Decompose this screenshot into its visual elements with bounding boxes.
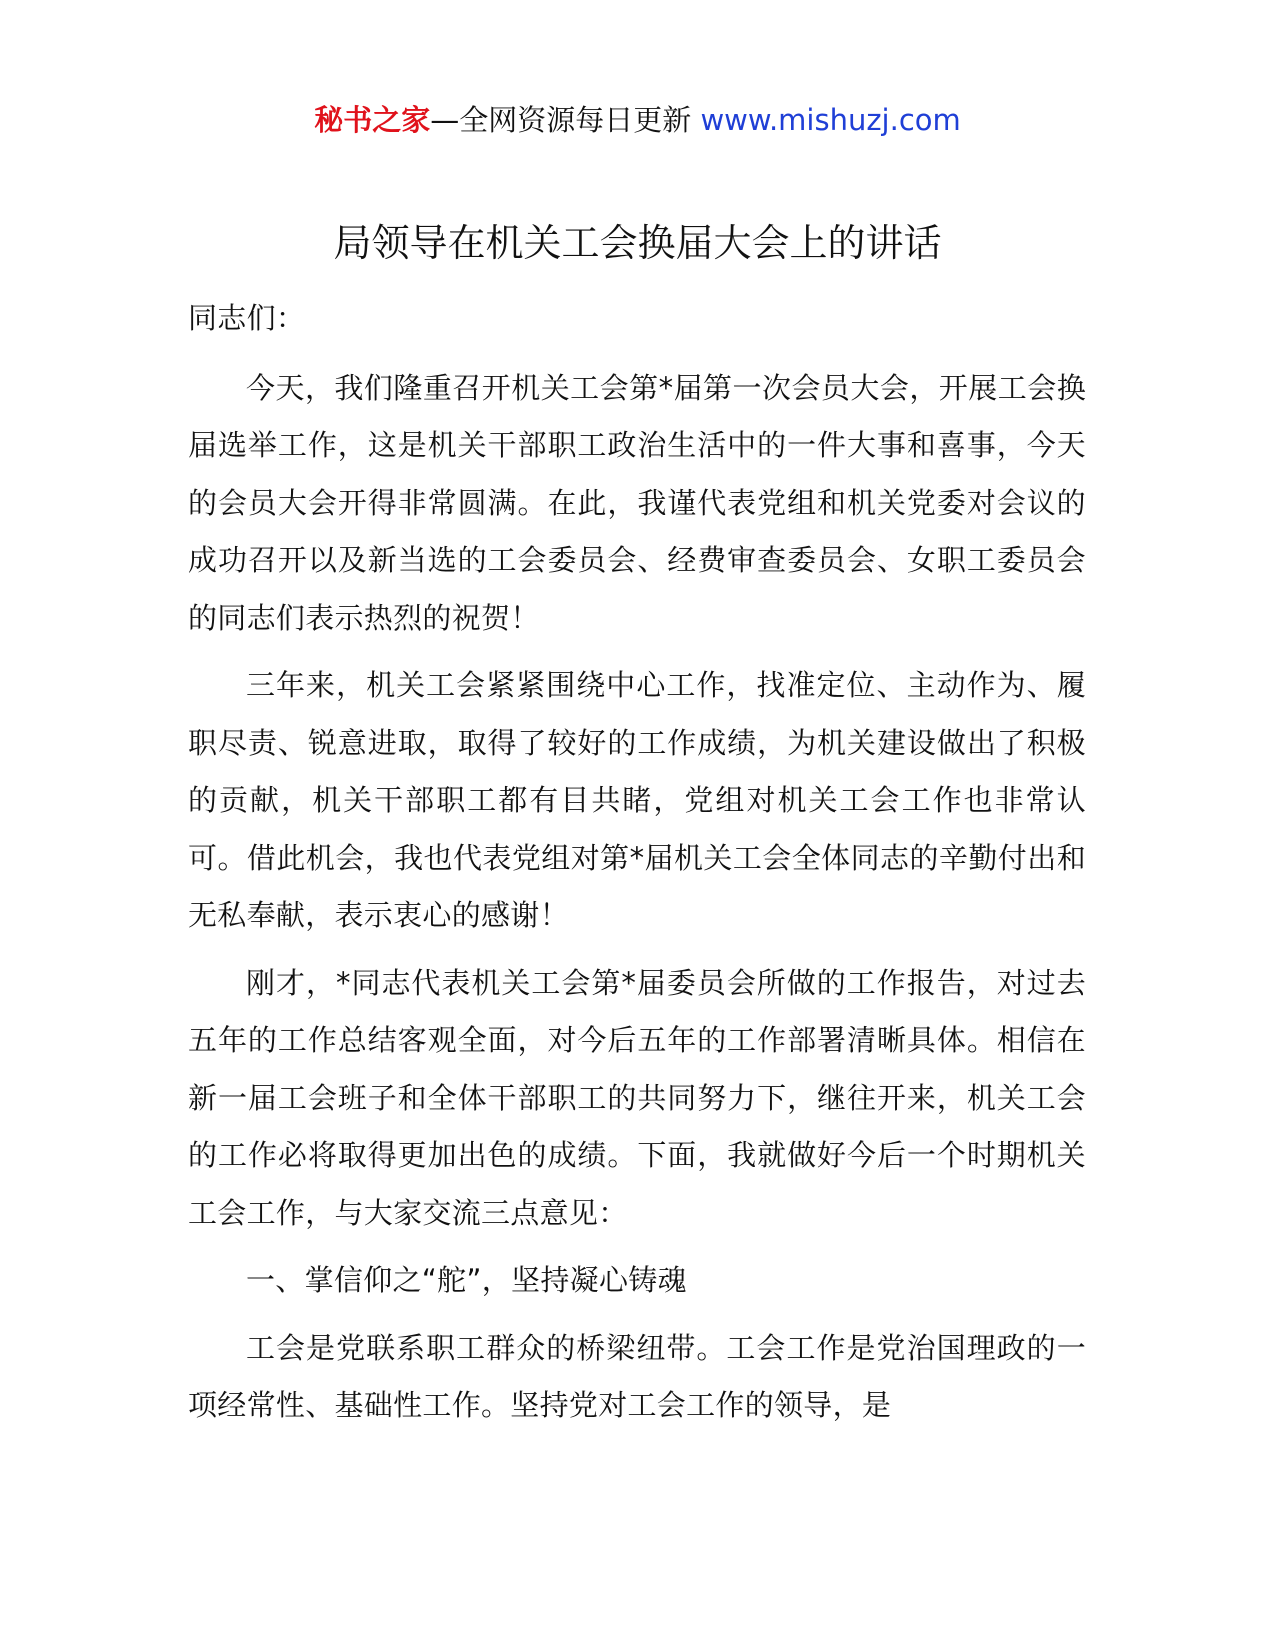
section-heading: 一、掌信仰之“舵”，坚持凝心铸魂 — [246, 1263, 687, 1297]
header-tagline: —全网资源每日更新 — [430, 103, 692, 137]
website-link[interactable]: www.mishuzj.com — [700, 103, 961, 137]
paragraph: 刚才，*同志代表机关工会第*届委员会所做的工作报告，对过去五年的工作总结客观全面，对今后五年的工作部署清晰具体。相信在新一届工会班子和全体干部职工的共同努力下，继往开来，机关工会的工作必将取得更加出色的成绩。下面，我就做好今后一个时期机关工会工作，与大家交流三点意见： — [188, 965, 1086, 1230]
salutation: 同志们： — [188, 301, 306, 335]
brand-name: 秘书之家 — [314, 103, 431, 137]
document-title: 局领导在机关工会换届大会上的讲话 — [333, 221, 942, 265]
document-body — [188, 290, 1086, 1445]
header-banner — [0, 100, 1275, 140]
paragraph: 工会是党联系职工群众的桥梁纽带。工会工作是党治国理政的一项经常性、基础性工作。坚持党对工会工作的领导，是 — [188, 1330, 1086, 1422]
paragraph: 三年来，机关工会紧紧围绕中心工作，找准定位、主动作为、履职尽责、锐意进取，取得了较好的工作成绩，为机关建设做出了积极的贡献，机关干部职工都有目共睹，党组对机关工会工作也非常认可。借此机会，我也代表党组对第*届机关工会全体同志的辛勤付出和无私奉献，表示衷心的感谢！ — [188, 668, 1086, 932]
paragraph: 今天，我们隆重召开机关工会第*届第一次会员大会，开展工会换届选举工作，这是机关干部职工政治生活中的一件大事和喜事，今天的会员大会开得非常圆满。在此，我谨代表党组和机关党委对会议的成功召开以及新当选的工会委员会、经费审查委员会、女职工委员会的同志们表示热烈的祝贺！ — [188, 370, 1086, 635]
